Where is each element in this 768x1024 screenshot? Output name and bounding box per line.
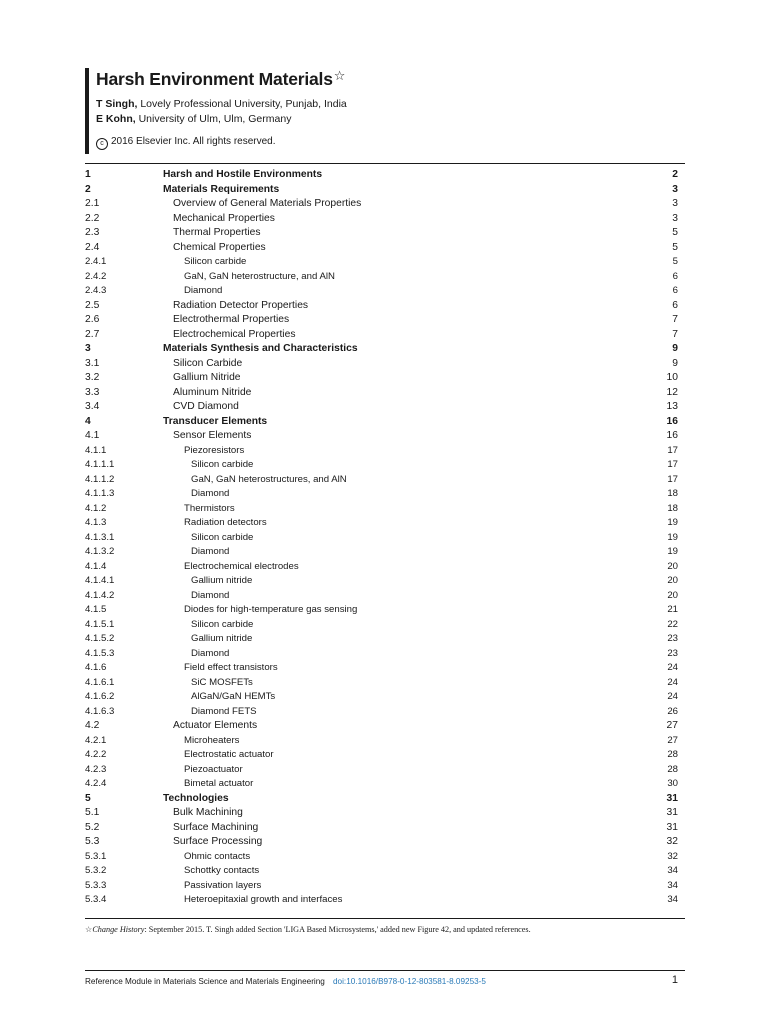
toc-entry-number: 2.4.3 [85,285,107,296]
toc-entry-page: 18 [667,502,678,514]
toc-entry-title: Gallium Nitride [173,372,241,383]
toc-entry[interactable] [0,255,768,270]
toc-entry[interactable] [0,603,768,618]
toc-entry-title: Actuator Elements [173,720,258,731]
toc-entry-title: Surface Machining [173,821,259,833]
toc-entry-title: Aluminum Nitride [173,386,252,398]
footnote-mark: ☆ [85,925,93,934]
toc-entry[interactable] [0,415,768,430]
toc-entry-number: 2.4.2 [85,270,107,282]
toc-entry-page: 5 [672,227,678,238]
toc-entry[interactable] [0,748,768,763]
toc-entry-number: 4.1.1.1 [85,459,115,470]
toc-entry-title: Microheaters [184,734,240,746]
toc-entry-page: 31 [666,821,678,833]
copyright-icon: c [96,138,108,150]
toc-entry-number: 4.1.1.2 [85,473,115,485]
toc-entry-title: Radiation detectors [184,517,267,528]
toc-entry-page: 19 [667,517,678,528]
toc-entry-page: 20 [667,575,678,586]
footnote-text: : September 2015. T. Singh added Section 'LIGA Based Microsystems,' added new Figure 42, and updated references. [144,925,531,934]
toc-entry[interactable] [0,864,768,879]
author-name: T Singh, [96,98,138,110]
toc-entry-page: 7 [672,328,678,340]
toc-entry[interactable] [0,502,768,517]
toc-entry-number: 4.2 [85,720,100,731]
toc-entry-page: 27 [667,734,678,746]
toc-entry-page: 21 [667,604,678,615]
toc-entry-number: 5.2 [85,821,100,833]
toc-entry-number: 2.3 [85,227,100,238]
toc-entry-page: 9 [672,343,678,354]
toc-entry[interactable] [0,661,768,676]
footer-source: Reference Module in Materials Science and Materials Engineering [85,977,325,986]
toc-entry[interactable] [0,458,768,473]
author-line [96,98,347,110]
toc-entry-title: Piezoactuator [184,763,243,775]
toc-entry-title: Silicon carbide [184,256,247,267]
toc-top-divider [85,163,685,164]
toc-entry-page: 23 [667,633,678,644]
toc-entry-number: 2.5 [85,299,100,311]
toc-entry-title: Silicon Carbide [173,357,243,369]
toc-entry-page: 5 [672,241,678,253]
toc-entry-page: 6 [672,285,678,296]
toc-entry-page: 18 [667,488,678,499]
toc-entry[interactable] [0,473,768,488]
toc-entry-number: 4.1.3.2 [85,546,115,557]
toc-entry-number: 5.3 [85,836,100,847]
page-number: 1 [671,974,678,986]
toc-entry-page: 22 [667,618,678,630]
toc-entry-number: 4.2.2 [85,749,107,760]
toc-entry[interactable] [0,284,768,299]
doi-link[interactable]: doi:10.1016/B978-0-12-803581-8.09253-5 [333,977,486,986]
toc-entry-title: Bulk Machining [173,807,243,818]
toc-entry-page: 32 [666,836,678,847]
toc-entry-number: 4.1.3 [85,517,107,528]
toc-entry-page: 17 [667,459,678,470]
toc-entry-number: 4.1 [85,430,100,441]
toc-entry-number: 5.3.1 [85,850,107,862]
toc-entry[interactable] [0,676,768,691]
toc-entry-number: 3.4 [85,401,100,412]
toc-entry-title: Field effect transistors [184,662,278,673]
toc-entry-number: 4.1.6.3 [85,705,115,717]
toc-entry-title: Diamond [191,488,230,499]
toc-entry-number: 2 [85,183,91,195]
toc-entry-number: 2.4 [85,241,100,253]
toc-entry-title: Diamond [191,647,230,659]
toc-entry-title: Silicon carbide [191,531,254,543]
star-icon: ☆ [333,68,346,83]
footnote-divider [85,918,685,919]
toc-entry-page: 20 [667,589,678,601]
toc-entry[interactable] [0,734,768,749]
toc-entry-number: 4 [85,415,91,427]
title-text: Harsh Environment Materials [96,69,333,89]
toc-entry[interactable] [0,444,768,459]
toc-entry-page: 34 [667,865,678,876]
toc-entry-number: 3.1 [85,357,100,369]
toc-entry-page: 9 [672,357,678,369]
toc-entry-title: Mechanical Properties [173,212,275,224]
toc-entry[interactable] [0,560,768,575]
toc-entry[interactable] [0,879,768,894]
table-of-contents [0,168,768,908]
toc-entry-number: 4.1.6.1 [85,676,115,688]
toc-entry-number: 4.1.5.1 [85,618,115,630]
toc-entry-title: Thermal Properties [173,227,261,238]
toc-entry[interactable] [0,647,768,662]
copyright-line [96,136,276,150]
toc-entry-title: Schottky contacts [184,865,260,876]
toc-entry-number: 4.1.4 [85,560,107,572]
toc-entry-number: 4.1.1.3 [85,488,115,499]
toc-entry-page: 32 [667,850,678,862]
toc-entry-page: 2 [672,169,678,180]
toc-entry-number: 4.2.3 [85,763,107,775]
author-affiliation: Lovely Professional University, Punjab, India [140,98,347,110]
toc-entry[interactable] [0,618,768,633]
copyright-text: 2016 Elsevier Inc. All rights reserved. [111,136,276,147]
toc-entry-page: 6 [672,299,678,311]
toc-entry[interactable] [0,719,768,734]
toc-entry-page: 13 [666,401,678,412]
toc-entry-page: 17 [667,473,678,485]
toc-entry[interactable] [0,545,768,560]
toc-entry-page: 20 [667,560,678,572]
toc-entry[interactable] [0,183,768,198]
toc-entry-number: 5.3.2 [85,865,107,876]
toc-entry-page: 16 [666,415,678,427]
toc-entry-page: 23 [667,647,678,659]
toc-entry-number: 5 [85,792,91,804]
toc-entry-page: 28 [667,749,678,760]
toc-entry-page: 3 [672,198,678,209]
toc-entry-title: Silicon carbide [191,459,254,470]
toc-entry[interactable] [0,792,768,807]
toc-entry-title: Electrochemical Properties [173,328,296,340]
toc-entry-number: 3.2 [85,372,100,383]
author-name: E Kohn, [96,113,136,125]
toc-entry[interactable] [0,763,768,778]
toc-entry-title: Gallium nitride [191,575,253,586]
toc-entry-title: Chemical Properties [173,241,266,253]
toc-entry-number: 4.1.4.2 [85,589,115,601]
toc-entry[interactable] [0,835,768,850]
toc-entry-title: CVD Diamond [173,401,239,412]
toc-entry-title: Transducer Elements [163,415,268,427]
toc-entry[interactable] [0,371,768,386]
toc-entry-number: 4.2.1 [85,734,107,746]
author-affiliation: University of Ulm, Ulm, Germany [138,113,292,125]
toc-entry-title: GaN, GaN heterostructure, and AlN [184,270,335,282]
toc-entry-title: Diamond [191,546,230,557]
toc-entry-number: 4.1.4.1 [85,575,115,586]
toc-entry-page: 28 [667,763,678,775]
article-header [85,68,685,154]
toc-entry[interactable] [0,487,768,502]
toc-entry-page: 24 [667,676,678,688]
toc-entry[interactable] [0,168,768,183]
toc-entry[interactable] [0,429,768,444]
footnote-label: Change History [92,925,145,934]
toc-entry-page: 31 [666,807,678,818]
toc-entry-title: Ohmic contacts [184,850,251,862]
toc-entry-title: Electrothermal Properties [173,314,290,325]
toc-entry-page: 19 [667,531,678,543]
toc-entry-number: 5.3.4 [85,894,107,905]
toc-entry[interactable] [0,777,768,792]
toc-entry-number: 3 [85,343,91,354]
toc-entry-number: 2.4.1 [85,256,107,267]
toc-entry-number: 2.7 [85,328,100,340]
toc-entry-title: Passivation layers [184,879,262,891]
toc-entry-title: Overview of General Materials Properties [173,198,362,209]
toc-entry[interactable] [0,270,768,285]
toc-entry[interactable] [0,850,768,865]
toc-entry-page: 7 [672,314,678,325]
toc-entry-title: Electrochemical electrodes [184,560,299,572]
toc-entry-title: Thermistors [184,502,235,514]
toc-entry-title: Technologies [163,792,229,804]
toc-entry-number: 4.1.6 [85,662,107,673]
toc-entry-page: 16 [666,430,678,441]
toc-entry-number: 4.1.2 [85,502,107,514]
toc-entry[interactable] [0,197,768,212]
toc-entry[interactable] [0,821,768,836]
toc-entry-page: 5 [672,256,678,267]
toc-entry-number: 1 [85,169,91,180]
toc-entry-title: Electrostatic actuator [184,749,274,760]
toc-entry-title: Gallium nitride [191,633,253,644]
toc-entry[interactable] [0,574,768,589]
toc-entry-number: 4.2.4 [85,778,107,789]
toc-entry-title: Materials Requirements [163,183,280,195]
toc-entry-title: Radiation Detector Properties [173,299,309,311]
toc-entry[interactable] [0,241,768,256]
toc-entry[interactable] [0,400,768,415]
toc-entry-number: 2.1 [85,198,100,209]
toc-entry-number: 2.2 [85,212,100,224]
toc-entry-title: SiC MOSFETs [191,676,253,688]
author-line [96,113,291,125]
toc-entry-page: 26 [667,705,678,717]
toc-entry[interactable] [0,299,768,314]
toc-entry-page: 24 [667,691,678,702]
toc-entry-title: Diamond [191,589,230,601]
toc-entry-number: 4.1.5.3 [85,647,115,659]
toc-entry[interactable] [0,806,768,821]
toc-entry-number: 3.3 [85,386,100,398]
toc-entry-title: Diodes for high-temperature gas sensing [184,604,358,615]
toc-entry-page: 30 [667,778,678,789]
toc-entry-page: 24 [667,662,678,673]
toc-entry-page: 31 [666,792,678,804]
toc-entry[interactable] [0,386,768,401]
toc-entry-title: Bimetal actuator [184,778,254,789]
toc-entry-page: 27 [666,720,678,731]
toc-entry-number: 5.3.3 [85,879,107,891]
toc-entry-title: Materials Synthesis and Characteristics [163,343,358,354]
toc-entry-number: 4.1.5 [85,604,107,615]
toc-entry-number: 4.1.5.2 [85,633,115,644]
toc-entry[interactable] [0,632,768,647]
toc-entry-title: Diamond [184,285,223,296]
toc-entry-page: 10 [666,372,678,383]
toc-entry-title: Piezoresistors [184,444,245,456]
toc-entry-page: 12 [666,386,678,398]
article-title [96,68,345,90]
footer-divider [85,970,685,971]
toc-entry[interactable] [0,342,768,357]
toc-entry[interactable] [0,313,768,328]
toc-entry[interactable] [0,226,768,241]
toc-entry-title: Harsh and Hostile Environments [163,169,323,180]
toc-entry-page: 19 [667,546,678,557]
toc-entry-page: 34 [667,894,678,905]
toc-entry[interactable] [0,893,768,908]
header-accent-bar [85,68,89,154]
toc-entry-page: 17 [667,444,678,456]
toc-entry-title: Diamond FETS [191,705,257,717]
toc-entry-title: Sensor Elements [173,430,252,441]
toc-entry-page: 34 [667,879,678,891]
toc-entry-title: AlGaN/GaN HEMTs [191,691,276,702]
toc-entry-title: Silicon carbide [191,618,254,630]
toc-entry-page: 3 [672,212,678,224]
toc-entry-title: GaN, GaN heterostructures, and AlN [191,473,347,485]
toc-entry-page: 6 [672,270,678,282]
toc-entry[interactable] [0,531,768,546]
toc-entry-title: Heteroepitaxial growth and interfaces [184,894,343,905]
toc-entry[interactable] [0,212,768,227]
toc-entry-title: Surface Processing [173,836,263,847]
toc-entry[interactable] [0,328,768,343]
toc-entry[interactable] [0,705,768,720]
toc-entry[interactable] [0,690,768,705]
toc-entry-page: 3 [672,183,678,195]
toc-entry[interactable] [0,357,768,372]
toc-entry[interactable] [0,589,768,604]
change-history-footnote [85,924,531,934]
toc-entry[interactable] [0,516,768,531]
toc-entry-number: 5.1 [85,807,100,818]
toc-entry-number: 4.1.1 [85,444,107,456]
toc-entry-number: 4.1.3.1 [85,531,115,543]
toc-entry-number: 4.1.6.2 [85,691,115,702]
toc-entry-number: 2.6 [85,314,100,325]
